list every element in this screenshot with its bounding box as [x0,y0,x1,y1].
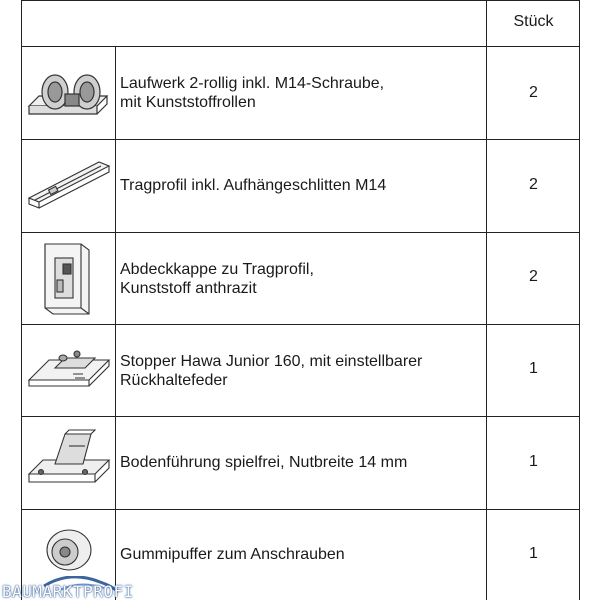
row-divider [21,232,580,233]
qty-column-header: Stück [513,13,554,30]
row-divider [21,139,580,140]
floor-guide-icon [25,424,113,496]
row-divider [21,324,580,325]
item-description [120,74,482,112]
item-qty: 2 [529,176,538,193]
item-description [120,453,482,472]
table-border-top [21,0,580,1]
table-border-left [21,0,22,600]
stopper-icon [25,340,113,396]
track-profile-icon [25,158,113,214]
item-description-line: Laufwerk 2-rollig inkl. M14-Schraube, [120,75,385,92]
item-description-line: Tragprofil inkl. Aufhängeschlitten M14 [120,177,387,194]
item-description-line: Stopper Hawa Junior 160, mit einstellbarer [120,353,423,370]
item-description-line: Kunststoff anthrazit [120,280,257,297]
roller-carriage-icon [25,70,113,126]
rubber-buffer-icon [25,522,113,582]
item-qty: 1 [529,360,538,377]
end-cap-icon [25,236,113,322]
item-description-line: Gummipuffer zum Anschrauben [120,546,345,563]
item-qty: 2 [529,84,538,101]
column-divider [115,46,116,600]
watermark-text: BAUMARKTPROFI [2,582,134,601]
item-description [120,260,482,298]
item-description-line: Bodenführung spielfrei, Nutbreite 14 mm [120,454,408,471]
item-qty: 1 [529,545,538,562]
item-description-line: Abdeckkappe zu Tragprofil, [120,261,314,278]
row-divider [21,46,580,47]
row-divider [21,509,580,510]
item-description [120,352,482,390]
item-description-line: mit Kunststoffrollen [120,94,256,111]
item-description [120,176,482,195]
parts-table [21,0,580,600]
row-divider [21,416,580,417]
item-qty: 2 [529,268,538,285]
item-description-line: Rückhaltefeder [120,372,228,389]
item-description [120,545,482,564]
item-qty: 1 [529,453,538,470]
